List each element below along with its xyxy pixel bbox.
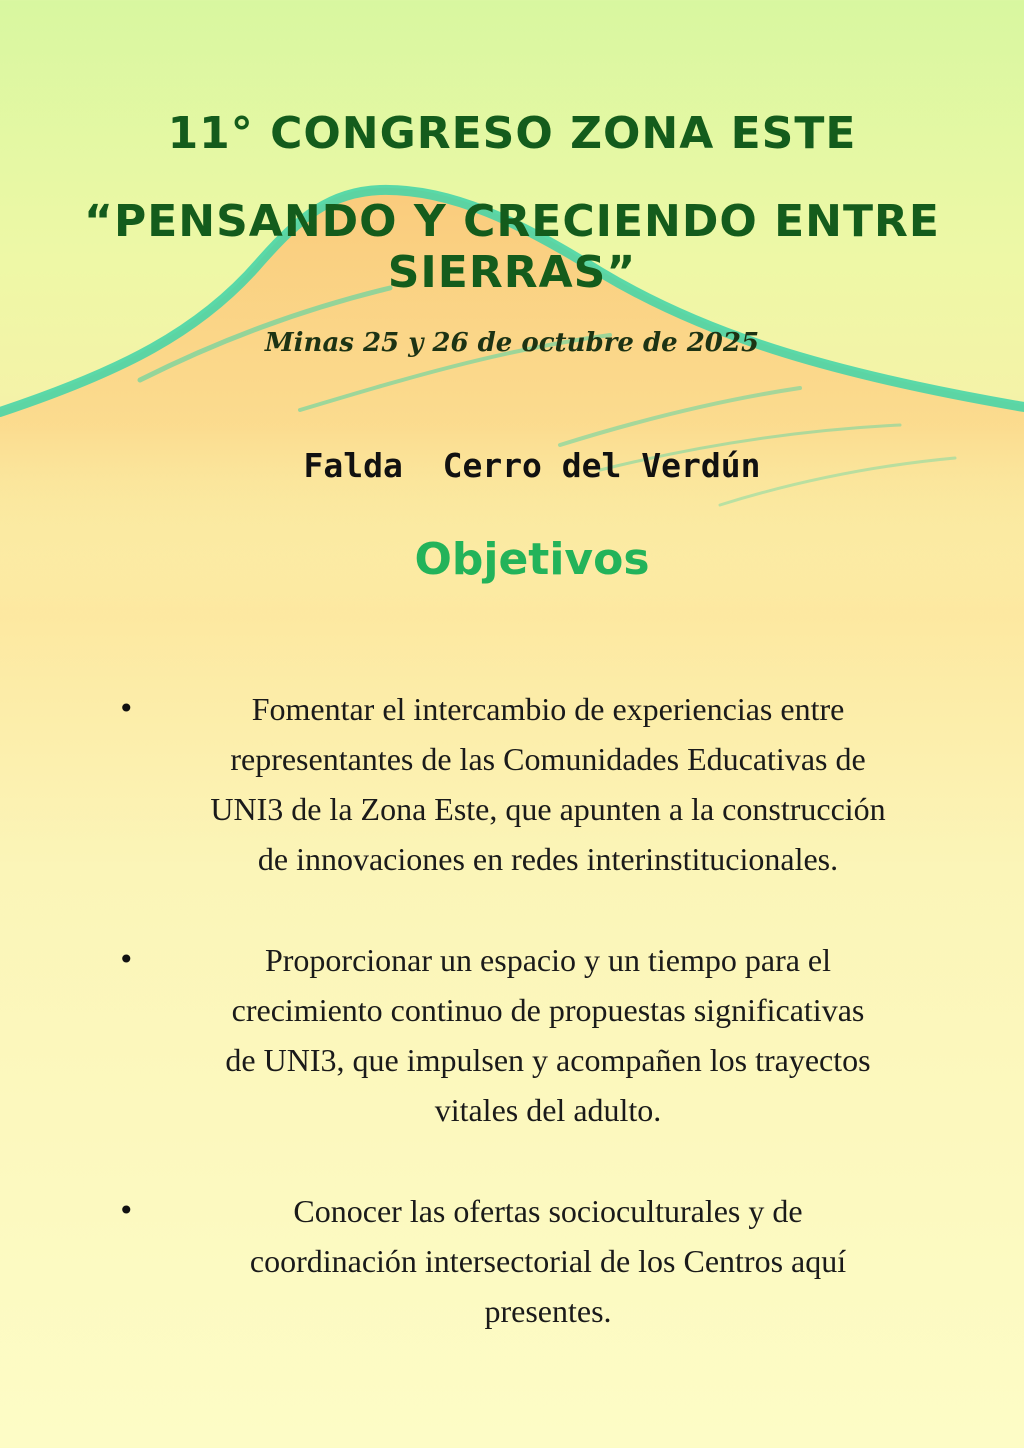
- congress-title: 11° CONGRESO ZONA ESTE: [167, 108, 857, 159]
- objective-line: crecimiento continuo de propuestas significativas: [231, 992, 865, 1028]
- objective-item: [118, 684, 948, 884]
- event-location: Falda Cerro del Verdún: [303, 446, 761, 485]
- objective-line: Fomentar el intercambio de experiencias entre: [251, 691, 845, 727]
- objective-item: [118, 1186, 948, 1336]
- mountain-illustration: [0, 0, 1024, 620]
- objective-item: [118, 935, 948, 1135]
- bullet-icon: •: [118, 943, 135, 976]
- objective-line: de UNI3, que impulsen y acompañen los trayectos: [225, 1042, 871, 1078]
- event-date: Minas 25 y 26 de octubre de 2025: [264, 328, 760, 358]
- objective-line: Conocer las ofertas socioculturales y de: [293, 1193, 803, 1229]
- objective-line: coordinación intersectorial de los Centros aquí: [249, 1243, 847, 1279]
- congress-subtitle: “PENSANDO Y CRECIENDO ENTRE SIERRAS”: [84, 196, 940, 298]
- objective-line: Proporcionar un espacio y un tiempo para el: [264, 942, 832, 978]
- objective-text: [148, 684, 948, 884]
- objective-line: UNI3 de la Zona Este, que apunten a la construcción: [210, 791, 886, 827]
- objective-line: representantes de las Comunidades Educativas de: [230, 741, 866, 777]
- objectives-heading: Objetivos: [414, 534, 650, 585]
- objective-text: [148, 935, 948, 1135]
- objective-line: vitales del adulto.: [434, 1092, 662, 1128]
- objective-text: [148, 1186, 948, 1336]
- objective-line: presentes.: [484, 1293, 612, 1329]
- objective-line: de innovaciones en redes interinstitucionales.: [257, 841, 839, 877]
- bullet-icon: •: [118, 692, 135, 725]
- bullet-icon: •: [118, 1194, 135, 1227]
